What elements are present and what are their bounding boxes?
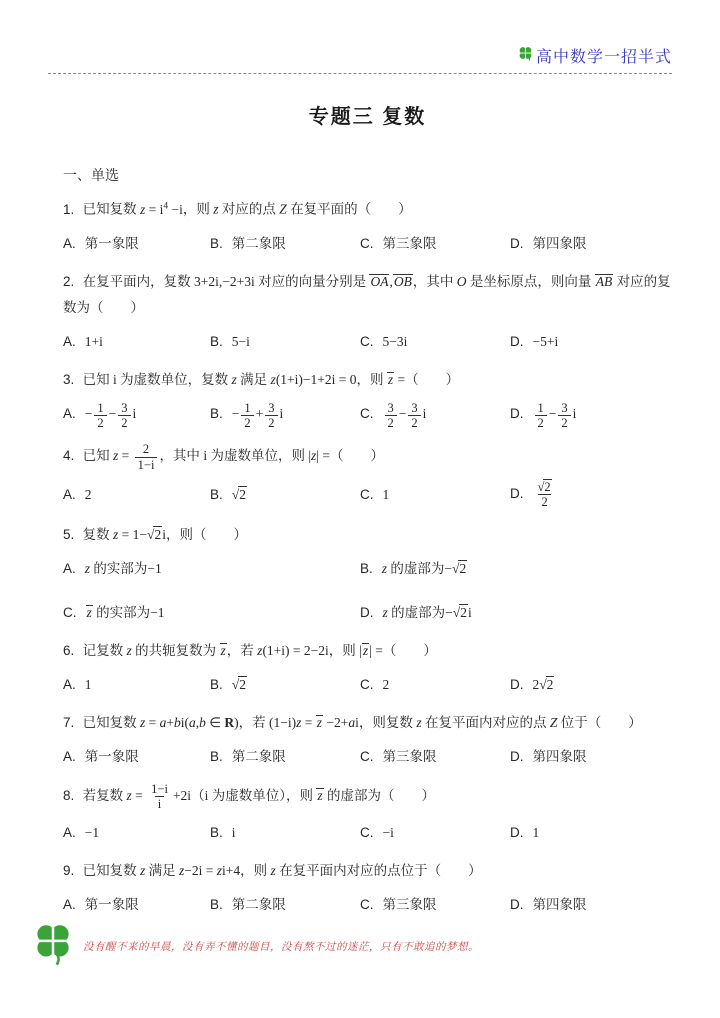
header-divider [48,73,672,74]
question-number: 5. [63,526,75,542]
option-label: A. [63,486,76,502]
option-text: 第四象限 [532,748,587,764]
options-row [63,820,672,846]
option-label: C. [360,486,374,502]
option [63,820,210,846]
option-text: 2 [382,676,390,692]
option [63,329,210,355]
conjugate-bar: z [362,642,369,658]
option-label: B. [210,486,223,502]
option-text: − $\frac{1}{2}$ − $\frac{3}{2}$ i [84,400,137,430]
option [63,556,360,582]
option [360,401,510,431]
option-label: A. [63,824,76,840]
option-label: C. [360,896,374,912]
question [63,710,672,770]
option [510,744,672,770]
option-label: A. [63,333,76,349]
footer-quote: 没有醒不来的早晨，没有弄不懂的题目，没有熬不过的迷茫，只有不敢追的梦想。 [83,942,479,953]
option-text: 1 [84,676,92,692]
option-label: C. [360,748,374,764]
option [360,892,510,918]
option [210,672,360,698]
page-footer [33,922,479,971]
options-row [63,231,672,257]
option [63,744,210,770]
option [510,401,672,431]
question-stem: 2. 在复平面内，复数 3+2i,−2+3i 对应的向量分别是 OA,OB，其中 O 是坐标原点，则向量 AB 对应的复数为（ ） [63,273,671,315]
question [63,442,672,510]
option-text: 第二象限 [231,748,286,764]
option-text: √2 [231,486,246,502]
question-stem: 1. 已知复数 $z = i^4 -i$，则 z 对应的点 Z 在复平面的（ ） [63,201,412,217]
option [210,231,360,257]
option [510,672,672,698]
option [210,892,360,918]
option-label: D. [510,485,524,501]
option-label: D. [510,896,524,912]
question-stem: 3. 已知 i 为虚数单位，复数 z 满足 z(1+i)−1+2i = 0，则 z =（ ） [63,371,460,387]
option-label: B. [210,676,223,692]
option-label: C. [360,406,374,422]
options-row [63,329,672,355]
option-text: 1+i [84,333,103,349]
question [63,858,672,918]
option-text: 1 [382,486,390,502]
options-row [63,892,672,918]
option-label: D. [510,748,524,764]
option [63,672,210,698]
vector-bar: OB [393,273,412,289]
option [63,600,360,626]
option-text: 第四象限 [532,235,587,251]
option-text: −i [382,824,394,840]
option-text: 1 [532,824,540,840]
option [63,401,210,431]
question-number: 7. [63,714,75,730]
option [360,329,510,355]
option-text: 第四象限 [532,896,587,912]
conjugate-bar: z [316,714,323,730]
option [510,231,672,257]
question-stem: 5. 复数 z = 1−√2i，则（ ） [63,526,247,542]
option-text: 第三象限 [382,748,437,764]
option-text: 第三象限 [382,235,437,251]
clover-icon [518,46,533,66]
option-text: 2√2 [532,676,554,692]
section-heading: 一、单选 [63,169,119,184]
option-text: $\frac{1}{2}$ − $\frac{3}{2}$ i [533,406,577,421]
option-label: D. [510,235,524,251]
option [63,892,210,918]
question-number: 6. [63,642,75,658]
option-text: z 的虚部为−√2i [382,604,472,620]
option [210,401,360,431]
question-number: 1. [63,201,75,217]
question [63,269,672,355]
option-text: 第一象限 [84,235,139,251]
option-text: − $\frac{1}{2}$ + $\frac{3}{2}$ i [231,400,284,430]
question [63,522,672,626]
option-label: B. [210,896,223,912]
conjugate-bar: z [387,371,394,387]
option-text: −1 [84,824,100,840]
question-stem: 7. 已知复数 z = a+bi(a,b ∈ R)，若 (1−i)z = z −2+ai，则复数 z 在复平面内对应的点 Z 位于（ ） [63,714,642,730]
question [63,782,672,846]
conjugate-bar: z [220,642,226,658]
option-label: A. [63,406,76,422]
conjugate-bar: z [317,787,323,803]
option [360,744,510,770]
option-text: $\frac{3}{2}$ − $\frac{3}{2}$ i [383,406,427,421]
option-label: D. [510,333,524,349]
clover-icon [33,922,73,971]
options-row [63,480,672,510]
question [63,193,672,257]
option-text: z 的虚部为−√2 [381,560,467,576]
option-label: A. [63,560,76,576]
options-row [63,556,672,626]
option-label: C. [360,824,374,840]
option-text: 第一象限 [84,896,139,912]
option-label: A. [63,748,76,764]
option [63,231,210,257]
option-label: C. [360,333,374,349]
option-text: 第三象限 [382,896,437,912]
option-text: i [231,824,236,840]
option [63,482,210,508]
option [210,744,360,770]
option-text: √2 [231,676,246,692]
option-label: D. [510,406,524,422]
question-number: 9. [63,862,75,878]
question [63,638,672,698]
option-text: z 的实部为−1 [84,560,162,576]
option [510,329,672,355]
question-stem: 9. 已知复数 z 满足 z−2i = zi+4，则 z 在复平面内对应的点位于（ ） [63,862,482,878]
option-label: B. [360,560,373,576]
option-label: C. [360,235,374,251]
option-text: 2 [84,486,92,502]
question-number: 2. [63,273,75,289]
conjugate-bar: z [86,604,92,620]
option-label: B. [210,406,223,422]
option [510,480,672,510]
option [360,482,510,508]
page-title: 专题三 复数 [308,106,427,128]
options-row [63,672,672,698]
question-stem: 6. 记复数 z 的共轭复数为 z，若 z(1+i) = 2−2i，则 |z| =（ ） [63,642,437,658]
question-number: 4. [63,448,75,464]
option-text: 5−i [231,333,250,349]
worksheet-content [0,100,720,918]
option [360,600,672,626]
option [510,820,672,846]
option-label: A. [63,896,76,912]
option [210,482,360,508]
question-number: 8. [63,787,75,803]
option-label: B. [210,748,223,764]
option-text: z 的实部为−1 [86,604,165,620]
option [360,231,510,257]
option-label: A. [63,676,76,692]
option-text: −5+i [532,333,559,349]
options-row [63,744,672,770]
option [210,820,360,846]
options-row [63,401,672,431]
question-stem: 4. 已知 z = $\frac{2}{1-i}$ ，其中 i 为虚数单位，则 |z| =（ ） [63,442,384,472]
option-label: B. [210,235,223,251]
option-label: D. [510,676,524,692]
option [360,556,672,582]
option-label: C. [360,676,374,692]
question-stem: 8. 若复数 z = $\frac{1-i}{i}$ +2i（i 为虚数单位），则 z 的虚部为（ ） [63,781,435,812]
vector-bar: AB [595,273,613,289]
option-label: B. [210,333,223,349]
header-brand: 高中数学一招半式 [535,49,672,66]
option [510,892,672,918]
question [63,367,672,431]
option-text: 第二象限 [231,235,286,251]
option [360,672,510,698]
option-label: D. [510,824,524,840]
option-text: 5−3i [382,333,408,349]
vector-bar: OA [370,273,389,289]
option-label: C. [63,604,77,620]
option-text: 第二象限 [231,896,286,912]
option-text: $\frac{√2}{2}$ [537,480,551,510]
option-label: B. [210,824,223,840]
option [210,329,360,355]
option-text: 第一象限 [84,748,139,764]
option-label: D. [360,604,374,620]
option [360,820,510,846]
page-header [0,0,720,73]
questions [63,193,672,918]
option-label: A. [63,235,76,251]
question-number: 3. [63,371,75,387]
